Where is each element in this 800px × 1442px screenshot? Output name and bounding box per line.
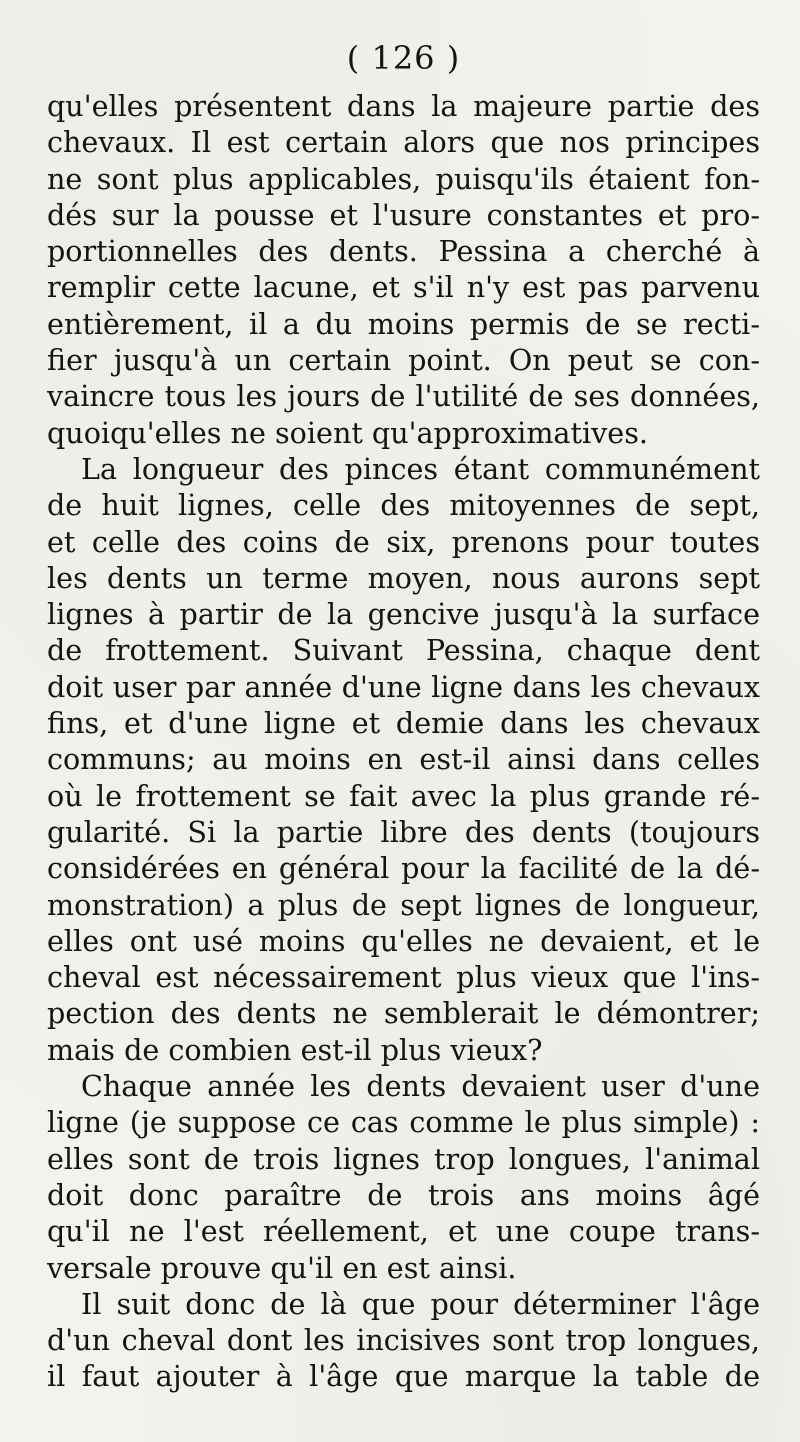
text-line: mais de combien est-il plus vieux? — [47, 1032, 543, 1067]
text-line: ligne (je suppose ce cas comme le plus simple) : — [47, 1105, 760, 1140]
text-line: qu'elles présentent dans la majeure partie des — [47, 89, 760, 123]
text-line: Il suit donc de là que pour déterminer l'âge — [81, 1286, 760, 1321]
text-line: dés sur la pousse et l'usure constantes et pro- — [47, 197, 760, 232]
text-line: chevaux. Il est certain alors que nos principes — [47, 125, 760, 160]
text-line: il faut ajouter à l'âge que marque la table de — [47, 1359, 760, 1394]
text-line: monstration) a plus de sept lignes de longueur, — [47, 887, 760, 922]
text-line: cheval est nécessairement plus vieux que l'ins- — [47, 960, 760, 995]
text-line: quoiqu'elles ne soient qu'approximatives. — [47, 415, 648, 450]
text-line: La longueur des pinces étant communément — [81, 451, 760, 486]
paragraph-3 — [47, 1068, 760, 1286]
text-line: considérées en général pour la facilité de la dé- — [47, 851, 760, 886]
text-line: et celle des coins de six, prenons pour toutes — [47, 524, 760, 559]
text-line: lignes à partir de la gencive jusqu'à la surface — [47, 597, 760, 632]
text-line: de frottement. Suivant Pessina, chaque dent — [47, 633, 760, 668]
text-line: ne sont plus applicables, puisqu'ils étaient fon- — [47, 161, 760, 196]
text-line: fins, et d'une ligne et demie dans les chevaux — [47, 706, 760, 741]
text-line: doit donc paraître de trois ans moins âgé — [47, 1177, 760, 1212]
text-line: communs; au moins en est-il ainsi dans celles — [47, 742, 760, 777]
text-line: Chaque année les dents devaient user d'une — [81, 1069, 760, 1104]
text-line: vaincre tous les jours de l'utilité de ses données, — [47, 379, 760, 414]
text-line: gularité. Si la partie libre des dents (toujours — [47, 814, 760, 849]
paragraph-4 — [47, 1286, 760, 1395]
text-line: pection des dents ne semblerait le démontrer; — [47, 996, 760, 1031]
text-line: versale prouve qu'il en est ainsi. — [47, 1250, 517, 1285]
page-number: ( 126 ) — [346, 39, 461, 77]
text-line: les dents un terme moyen, nous aurons sept — [47, 560, 760, 595]
text-line: portionnelles des dents. Pessina a cherché à — [47, 234, 760, 269]
text-line: fier jusqu'à un certain point. On peut se con- — [47, 343, 760, 378]
text-line: entièrement, il a du moins permis de se recti- — [47, 306, 760, 341]
text-line: d'un cheval dont les incisives sont trop longues, — [47, 1323, 760, 1358]
text-line: de huit lignes, celle des mitoyennes de sept, — [47, 488, 760, 523]
text-line: doit user par année d'une ligne dans les chevaux — [47, 669, 760, 704]
paragraph-2 — [47, 451, 760, 1068]
text-line: elles sont de trois lignes trop longues, l'animal — [47, 1141, 760, 1176]
text-line: elles ont usé moins qu'elles ne devaient, et le — [47, 923, 760, 958]
paragraph-1 — [47, 88, 760, 451]
text-line: qu'il ne l'est réellement, et une coupe trans- — [47, 1214, 760, 1249]
body-text — [47, 88, 760, 1395]
text-line: où le frottement se fait avec la plus grande ré- — [47, 778, 760, 813]
text-line: remplir cette lacune, et s'il n'y est pas parvenu — [47, 270, 760, 305]
